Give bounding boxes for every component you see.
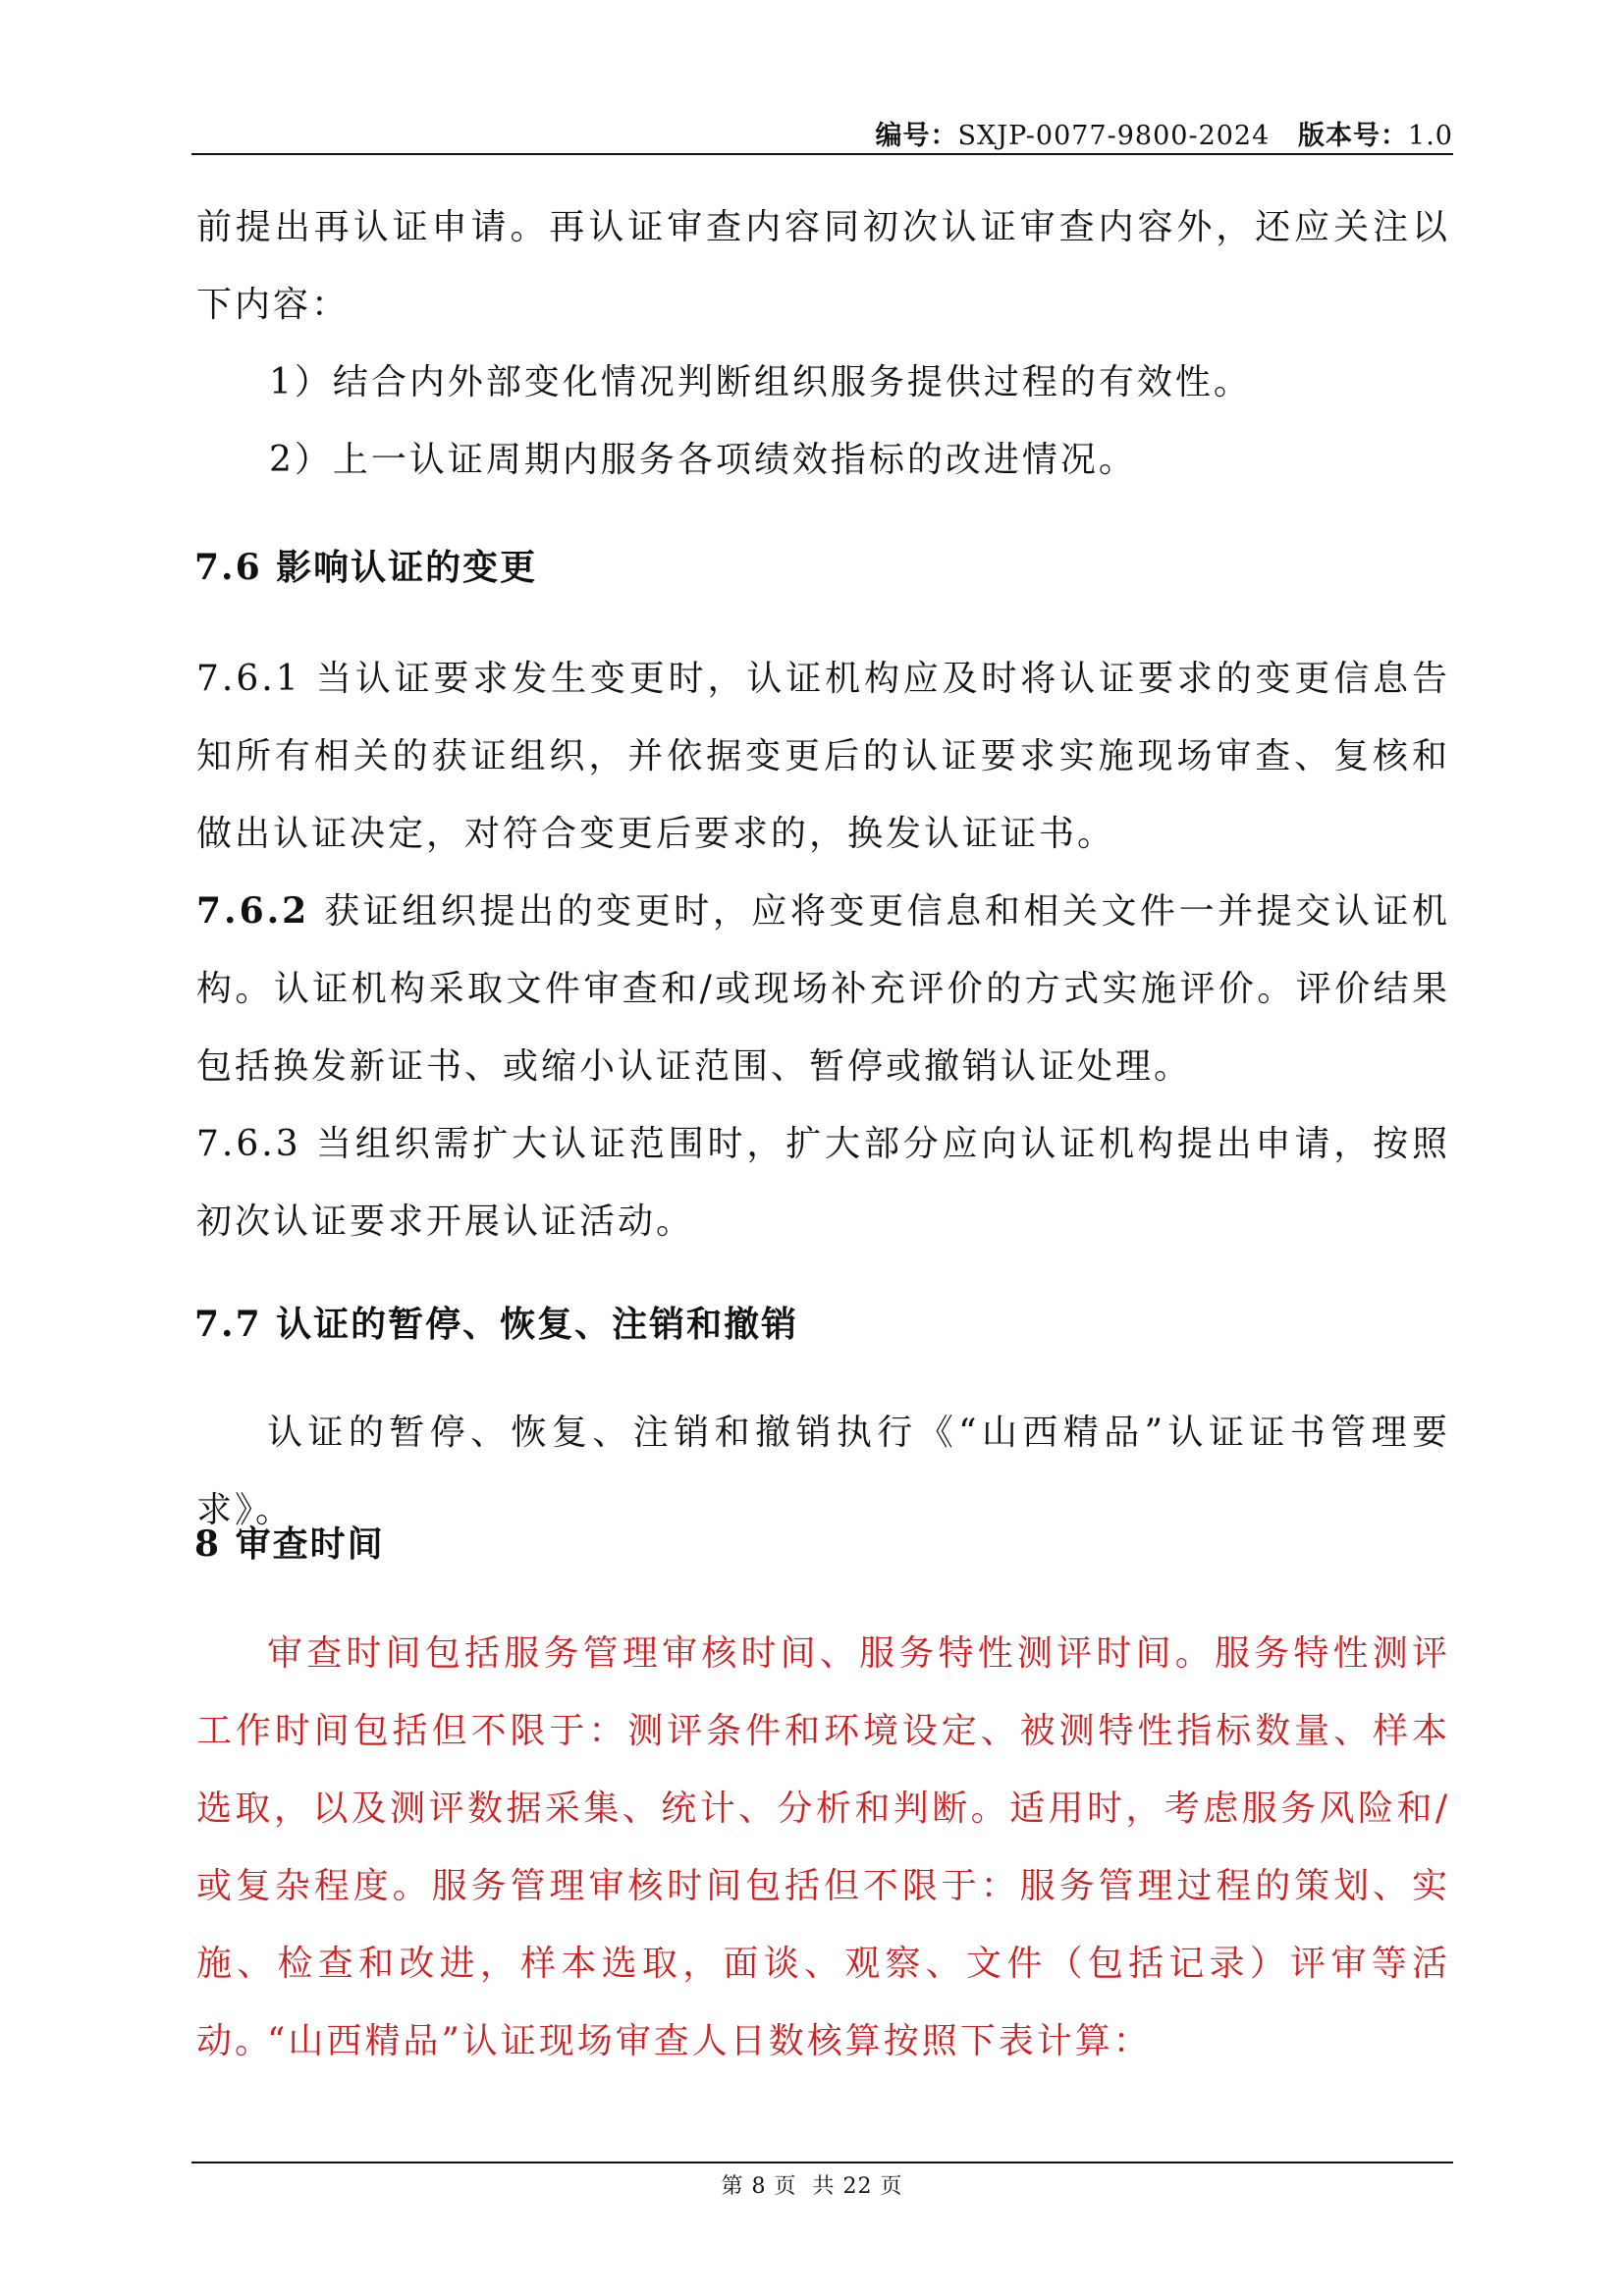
clause-number-7-6-2: 7.6.2 bbox=[196, 890, 310, 932]
version-label: 版本号： bbox=[1298, 121, 1409, 151]
header-divider bbox=[191, 153, 1453, 155]
paragraph-7-6-3: 7.6.3 当组织需扩大认证范围时，扩大部分应向认证机构提出申请，按照初次认证要求开展认证活动。 bbox=[196, 1124, 1450, 1242]
doc-code-value: SXJP-0077-9800-2024 bbox=[957, 121, 1271, 151]
section-heading-7-6: 7.6 影响认证的变更 bbox=[194, 547, 538, 588]
list-item-1: 1）结合内外部变化情况判断组织服务提供过程的有效性。 bbox=[269, 362, 1252, 402]
page-number: 第 8 页 bbox=[721, 2174, 797, 2199]
list-item-2: 2）上一认证周期内服务各项绩效指标的改进情况。 bbox=[269, 440, 1137, 480]
paragraph-7-7: 认证的暂停、恢复、注销和撤销执行《“山西精品”认证证书管理要求》。 bbox=[196, 1413, 1450, 1530]
total-pages: 共 22 页 bbox=[812, 2174, 903, 2199]
doc-code-label: 编号： bbox=[875, 121, 958, 151]
continued-paragraph: 前提出再认证申请。再认证审查内容同初次认证审查内容外，还应关注以下内容： bbox=[196, 207, 1450, 325]
paragraph-8-audit-time: 审查时间包括服务管理审核时间、服务特性测评时间。服务特性测评工作时间包括但不限于：测评条件和环境设定、被测特性指标数量、样本选取，以及测评数据采集、统计、分析和判断。适用时，考虑服务风险和/或复杂程度。服务管理审核时间包括但不限于：服务管理过程的策划、实施、检查和改进，样本选取，面谈、观察、文件（包括记录）评审等活动。 bbox=[196, 1633, 1450, 2061]
footer-divider bbox=[191, 2162, 1453, 2163]
section-heading-7-7: 7.7 认证的暂停、恢复、注销和撤销 bbox=[194, 1304, 799, 1345]
page-header bbox=[191, 114, 1453, 152]
paragraph-7-6-2 bbox=[196, 873, 1450, 1105]
paragraph-7-6-2-text: 获证组织提出的变更时，应将变更信息和相关文件一并提交认证机构。认证机构采取文件审查和/或现场补充评价的方式实施评价。评价结果包括换发新证书、或缩小认证范围、暂停或撤销认证处理。 bbox=[196, 891, 1450, 1087]
section-heading-8: 8 审查时间 bbox=[194, 1523, 385, 1565]
paragraph-8-table-intro: “山西精品”认证现场审查人日数核算按照下表计算： bbox=[267, 2021, 1152, 2061]
paragraph-7-6-1: 7.6.1 当认证要求发生变更时，认证机构应及时将认证要求的变更信息告知所有相关的获证组织，并依据变更后的认证要求实施现场审查、复核和做出认证决定，对符合变更后要求的，换发认证证书。 bbox=[196, 659, 1450, 854]
version-value: 1.0 bbox=[1408, 121, 1453, 151]
page-footer bbox=[0, 2169, 1624, 2200]
